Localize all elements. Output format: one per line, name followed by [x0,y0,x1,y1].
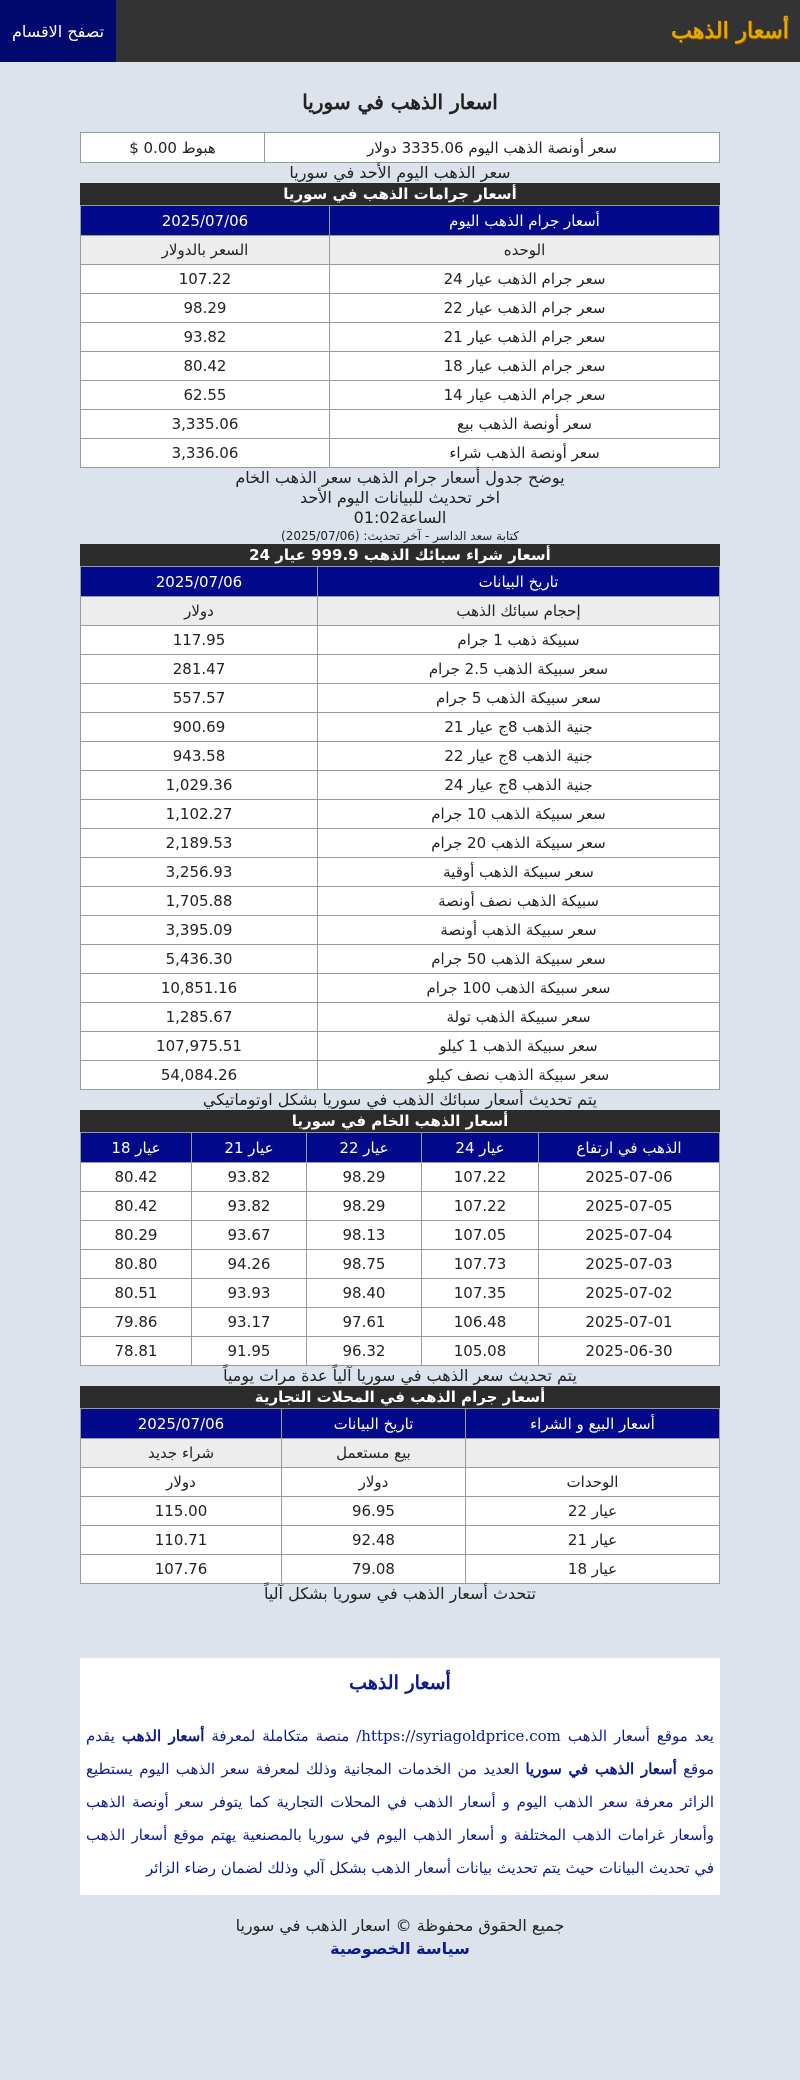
copyright-text: جميع الحقوق محفوظة © اسعار الذهب في سوريا [235,1916,565,1935]
table-row [81,887,720,916]
table-row [81,916,720,945]
raw-table-header: عيار 18 [81,1133,192,1163]
bar-row-value: 3,395.09 [81,916,318,945]
table-row [81,1003,720,1032]
bar-row-label: سعر سبيكة الذهب 2.5 جرام [318,655,720,684]
raw-table-header: الذهب في ارتفاع [539,1133,720,1163]
raw-row-price: 107.05 [422,1221,539,1250]
raw-row-price: 93.67 [192,1221,307,1250]
table-row [81,352,720,381]
raw-row-price: 93.93 [192,1279,307,1308]
day-note: سعر الذهب اليوم الأحد في سوريا [289,163,511,182]
bar-row-value: 1,102.27 [81,800,318,829]
grams-sub-price: السعر بالدولار [81,236,330,265]
bar-row-label: سعر سبيكة الذهب 5 جرام [318,684,720,713]
raw-row-price: 93.17 [192,1308,307,1337]
grams-row-value: 3,336.06 [81,439,330,468]
bar-row-value: 1,285.67 [81,1003,318,1032]
grams-row-value: 3,335.06 [81,410,330,439]
raw-row-price: 96.32 [307,1337,422,1366]
raw-row-date: 2025-07-06 [539,1163,720,1192]
grams-row-label: سعر أونصة الذهب بيع [330,410,720,439]
privacy-policy-link[interactable]: سياسة الخصوصية [330,1939,470,1958]
grams-sub-unit: الوحده [330,236,720,265]
table-row [81,1279,720,1308]
table-row [81,1163,720,1192]
bar-row-value: 5,436.30 [81,945,318,974]
grams-row-label: سعر جرام الذهب عيار 22 [330,294,720,323]
bars-note: يتم تحديث أسعار سبائك الذهب في سوريا بشكل اوتوماتيكي [202,1090,598,1109]
bars-head-date: 2025/07/06 [81,567,318,597]
grams-row-value: 80.42 [81,352,330,381]
browse-sections-button[interactable]: تصفح الاقسام [0,0,116,62]
raw-table-header: عيار 22 [307,1133,422,1163]
site-logo[interactable]: أسعار الذهب [671,18,789,44]
table-row [81,713,720,742]
table-row [81,294,720,323]
about-text [86,1720,714,1885]
raw-row-price: 107.22 [422,1192,539,1221]
shops-row-karat: عيار 18 [466,1555,720,1584]
bar-row-value: 900.69 [81,713,318,742]
table-row [81,974,720,1003]
ounce-price-bar [80,132,720,163]
author-update-note: كتابة سعد الداسر - آخر تحديث: (2025/07/06) [281,529,519,543]
table-row [81,1337,720,1366]
page-title: اسعار الذهب في سوريا [302,90,498,114]
about-text-bold-1: أسعار الذهب [121,1727,205,1745]
bar-row-value: 2,189.53 [81,829,318,858]
shops-subheader-cell: بيع مستعمل [282,1439,466,1468]
raw-row-price: 98.40 [307,1279,422,1308]
shops-row-price: 115.00 [81,1497,282,1526]
grams-row-label: سعر جرام الذهب عيار 24 [330,265,720,294]
grams-note-1: يوضح جدول أسعار جرام الذهب سعر الذهب الخام [235,468,565,487]
grams-table [80,205,720,468]
main-content [80,62,720,1895]
shops-table-header: 2025/07/06 [81,1409,282,1439]
shops-table-header: تاريخ البيانات [282,1409,466,1439]
shops-row-price: 110.71 [81,1526,282,1555]
table-row [81,410,720,439]
bar-row-value: 117.95 [81,626,318,655]
table-row [81,1526,720,1555]
shops-row-karat: عيار 22 [466,1497,720,1526]
bar-row-label: سعر سبيكة الذهب 50 جرام [318,945,720,974]
raw-note: يتم تحديث سعر الذهب في سوريا آلياً عدة مرات يومياً [223,1366,577,1385]
table-subheader-row [81,1439,720,1468]
raw-row-price: 80.29 [81,1221,192,1250]
bar-row-label: سبيكة ذهب 1 جرام [318,626,720,655]
bar-row-label: سعر سبيكة الذهب 10 جرام [318,800,720,829]
raw-table-header: عيار 24 [422,1133,539,1163]
bar-row-label: سعر سبيكة الذهب 100 جرام [318,974,720,1003]
bar-row-value: 1,029.36 [81,771,318,800]
grams-row-label: سعر جرام الذهب عيار 18 [330,352,720,381]
bar-row-value: 10,851.16 [81,974,318,1003]
shops-row-karat: عيار 21 [466,1526,720,1555]
grams-row-value: 98.29 [81,294,330,323]
shops-subheader-cell: شراء جديد [81,1439,282,1468]
about-text-bold-2: أسعار الذهب في سوريا [525,1760,677,1778]
raw-row-price: 105.08 [422,1337,539,1366]
raw-row-price: 107.35 [422,1279,539,1308]
shops-table [80,1408,720,1584]
grams-head-right: أسعار جرام الذهب اليوم [330,206,720,236]
table-row [81,265,720,294]
shops-subheader-cell: الوحدات [466,1468,720,1497]
bars-table-caption: أسعار شراء سبائك الذهب 999.9 عيار 24 [80,544,720,566]
raw-table-caption: أسعار الذهب الخام في سوريا [80,1110,720,1132]
bar-row-label: سعر سبيكة الذهب تولة [318,1003,720,1032]
table-row [81,1497,720,1526]
raw-row-price: 80.51 [81,1279,192,1308]
table-subheader-row [81,1468,720,1497]
raw-row-price: 106.48 [422,1308,539,1337]
raw-row-price: 107.73 [422,1250,539,1279]
shops-subheader-cell: دولار [282,1468,466,1497]
bars-sub-currency: دولار [81,597,318,626]
bar-row-label: سبيكة الذهب نصف أونصة [318,887,720,916]
grams-row-label: سعر جرام الذهب عيار 21 [330,323,720,352]
shops-row-price: 107.76 [81,1555,282,1584]
raw-row-date: 2025-07-05 [539,1192,720,1221]
raw-row-price: 93.82 [192,1163,307,1192]
bar-row-label: سعر سبيكة الذهب أونصة [318,916,720,945]
raw-row-price: 98.13 [307,1221,422,1250]
raw-row-price: 80.42 [81,1192,192,1221]
table-row [81,381,720,410]
table-row [81,829,720,858]
table-row [81,323,720,352]
grams-row-value: 62.55 [81,381,330,410]
raw-table-header: عيار 21 [192,1133,307,1163]
bar-row-label: جنية الذهب 8ج عيار 21 [318,713,720,742]
raw-row-price: 91.95 [192,1337,307,1366]
raw-row-price: 78.81 [81,1337,192,1366]
bar-row-value: 3,256.93 [81,858,318,887]
bar-row-value: 281.47 [81,655,318,684]
table-row [81,858,720,887]
ounce-change: هبوط 0.00 $ [81,133,265,163]
about-title: أسعار الذهب [349,1672,451,1694]
bars-sub-size: إحجام سبائك الذهب [318,597,720,626]
raw-row-price: 93.82 [192,1192,307,1221]
raw-row-price: 79.86 [81,1308,192,1337]
bar-row-value: 107,975.51 [81,1032,318,1061]
table-row [81,439,720,468]
grams-note-3: الساعة01:02 [353,508,447,527]
table-row [81,1192,720,1221]
about-section [80,1658,720,1895]
table-row [81,1061,720,1090]
grams-note-2: اخر تحديث للبيانات اليوم الأحد [299,488,501,507]
raw-row-price: 98.29 [307,1192,422,1221]
bar-row-value: 54,084.26 [81,1061,318,1090]
raw-row-price: 97.61 [307,1308,422,1337]
raw-row-price: 80.42 [81,1163,192,1192]
bar-row-label: سعر سبيكة الذهب 1 كيلو [318,1032,720,1061]
bar-row-label: سعر سبيكة الذهب نصف كيلو [318,1061,720,1090]
bar-row-value: 943.58 [81,742,318,771]
shops-subheader-cell [466,1439,720,1468]
raw-gold-table [80,1132,720,1366]
raw-row-date: 2025-06-30 [539,1337,720,1366]
about-text-part-3: العديد من الخدمات المجانية وذلك لمعرفة سعر الذهب اليوم يستطيع الزائر معرفة سعر الذهب اليوم و أسعار الذهب في المحلات التجارية كما يتوفر سعر أونصة الذهب وأسعار غرامات الذهب المختلفة و أسعار الذهب اليوم في سوريا بالمصنعية يهتم موقع أسعار الذهب في تحديث البيانات حيث يتم تحديث بيانات أسعار الذهب بشكل آلي وذلك لضمان رضاء الزائر [86,1760,714,1877]
footer [0,1895,800,1995]
table-row [81,626,720,655]
raw-row-price: 94.26 [192,1250,307,1279]
top-bar [0,0,800,62]
ounce-price: سعر أونصة الذهب اليوم 3335.06 دولار [265,133,720,163]
raw-row-price: 98.29 [307,1163,422,1192]
raw-row-price: 107.22 [422,1163,539,1192]
raw-row-date: 2025-07-04 [539,1221,720,1250]
grams-row-label: سعر أونصة الذهب شراء [330,439,720,468]
shops-table-header: أسعار البيع و الشراء [466,1409,720,1439]
bars-table [80,566,720,1090]
raw-row-date: 2025-07-03 [539,1250,720,1279]
raw-row-price: 80.80 [81,1250,192,1279]
table-row [81,945,720,974]
bar-row-label: جنية الذهب 8ج عيار 22 [318,742,720,771]
bar-row-label: سعر سبيكة الذهب 20 جرام [318,829,720,858]
shops-row-price: 92.48 [282,1526,466,1555]
shops-note: تتحدث أسعار الذهب في سوريا بشكل آلياً [263,1584,537,1603]
raw-row-date: 2025-07-01 [539,1308,720,1337]
about-text-part-1: يعد موقع أسعار الذهب https://syriagoldprice.com/ منصة متكاملة لمعرفة [211,1727,714,1745]
bar-row-value: 557.57 [81,684,318,713]
table-row [81,771,720,800]
table-row [81,742,720,771]
about-text-part-2: يقدم موقع [86,1727,714,1778]
grams-row-value: 107.22 [81,265,330,294]
grams-head-date: 2025/07/06 [81,206,330,236]
grams-table-caption: أسعار جرامات الذهب في سوريا [80,183,720,205]
table-row [81,655,720,684]
bar-row-label: سعر سبيكة الذهب أوقية [318,858,720,887]
grams-row-label: سعر جرام الذهب عيار 14 [330,381,720,410]
bar-row-value: 1,705.88 [81,887,318,916]
table-row [81,1221,720,1250]
table-row [81,800,720,829]
bar-row-label: جنية الذهب 8ج عيار 24 [318,771,720,800]
shops-row-price: 96.95 [282,1497,466,1526]
table-row [81,1555,720,1584]
table-row [81,1308,720,1337]
table-row [81,1032,720,1061]
raw-row-price: 98.75 [307,1250,422,1279]
shops-row-price: 79.08 [282,1555,466,1584]
shops-table-caption: أسعار جرام الذهب في المحلات التجارية [80,1386,720,1408]
raw-row-date: 2025-07-02 [539,1279,720,1308]
table-row [81,1250,720,1279]
grams-row-value: 93.82 [81,323,330,352]
bars-head-right: تاريخ البيانات [318,567,720,597]
shops-subheader-cell: دولار [81,1468,282,1497]
table-row [81,684,720,713]
